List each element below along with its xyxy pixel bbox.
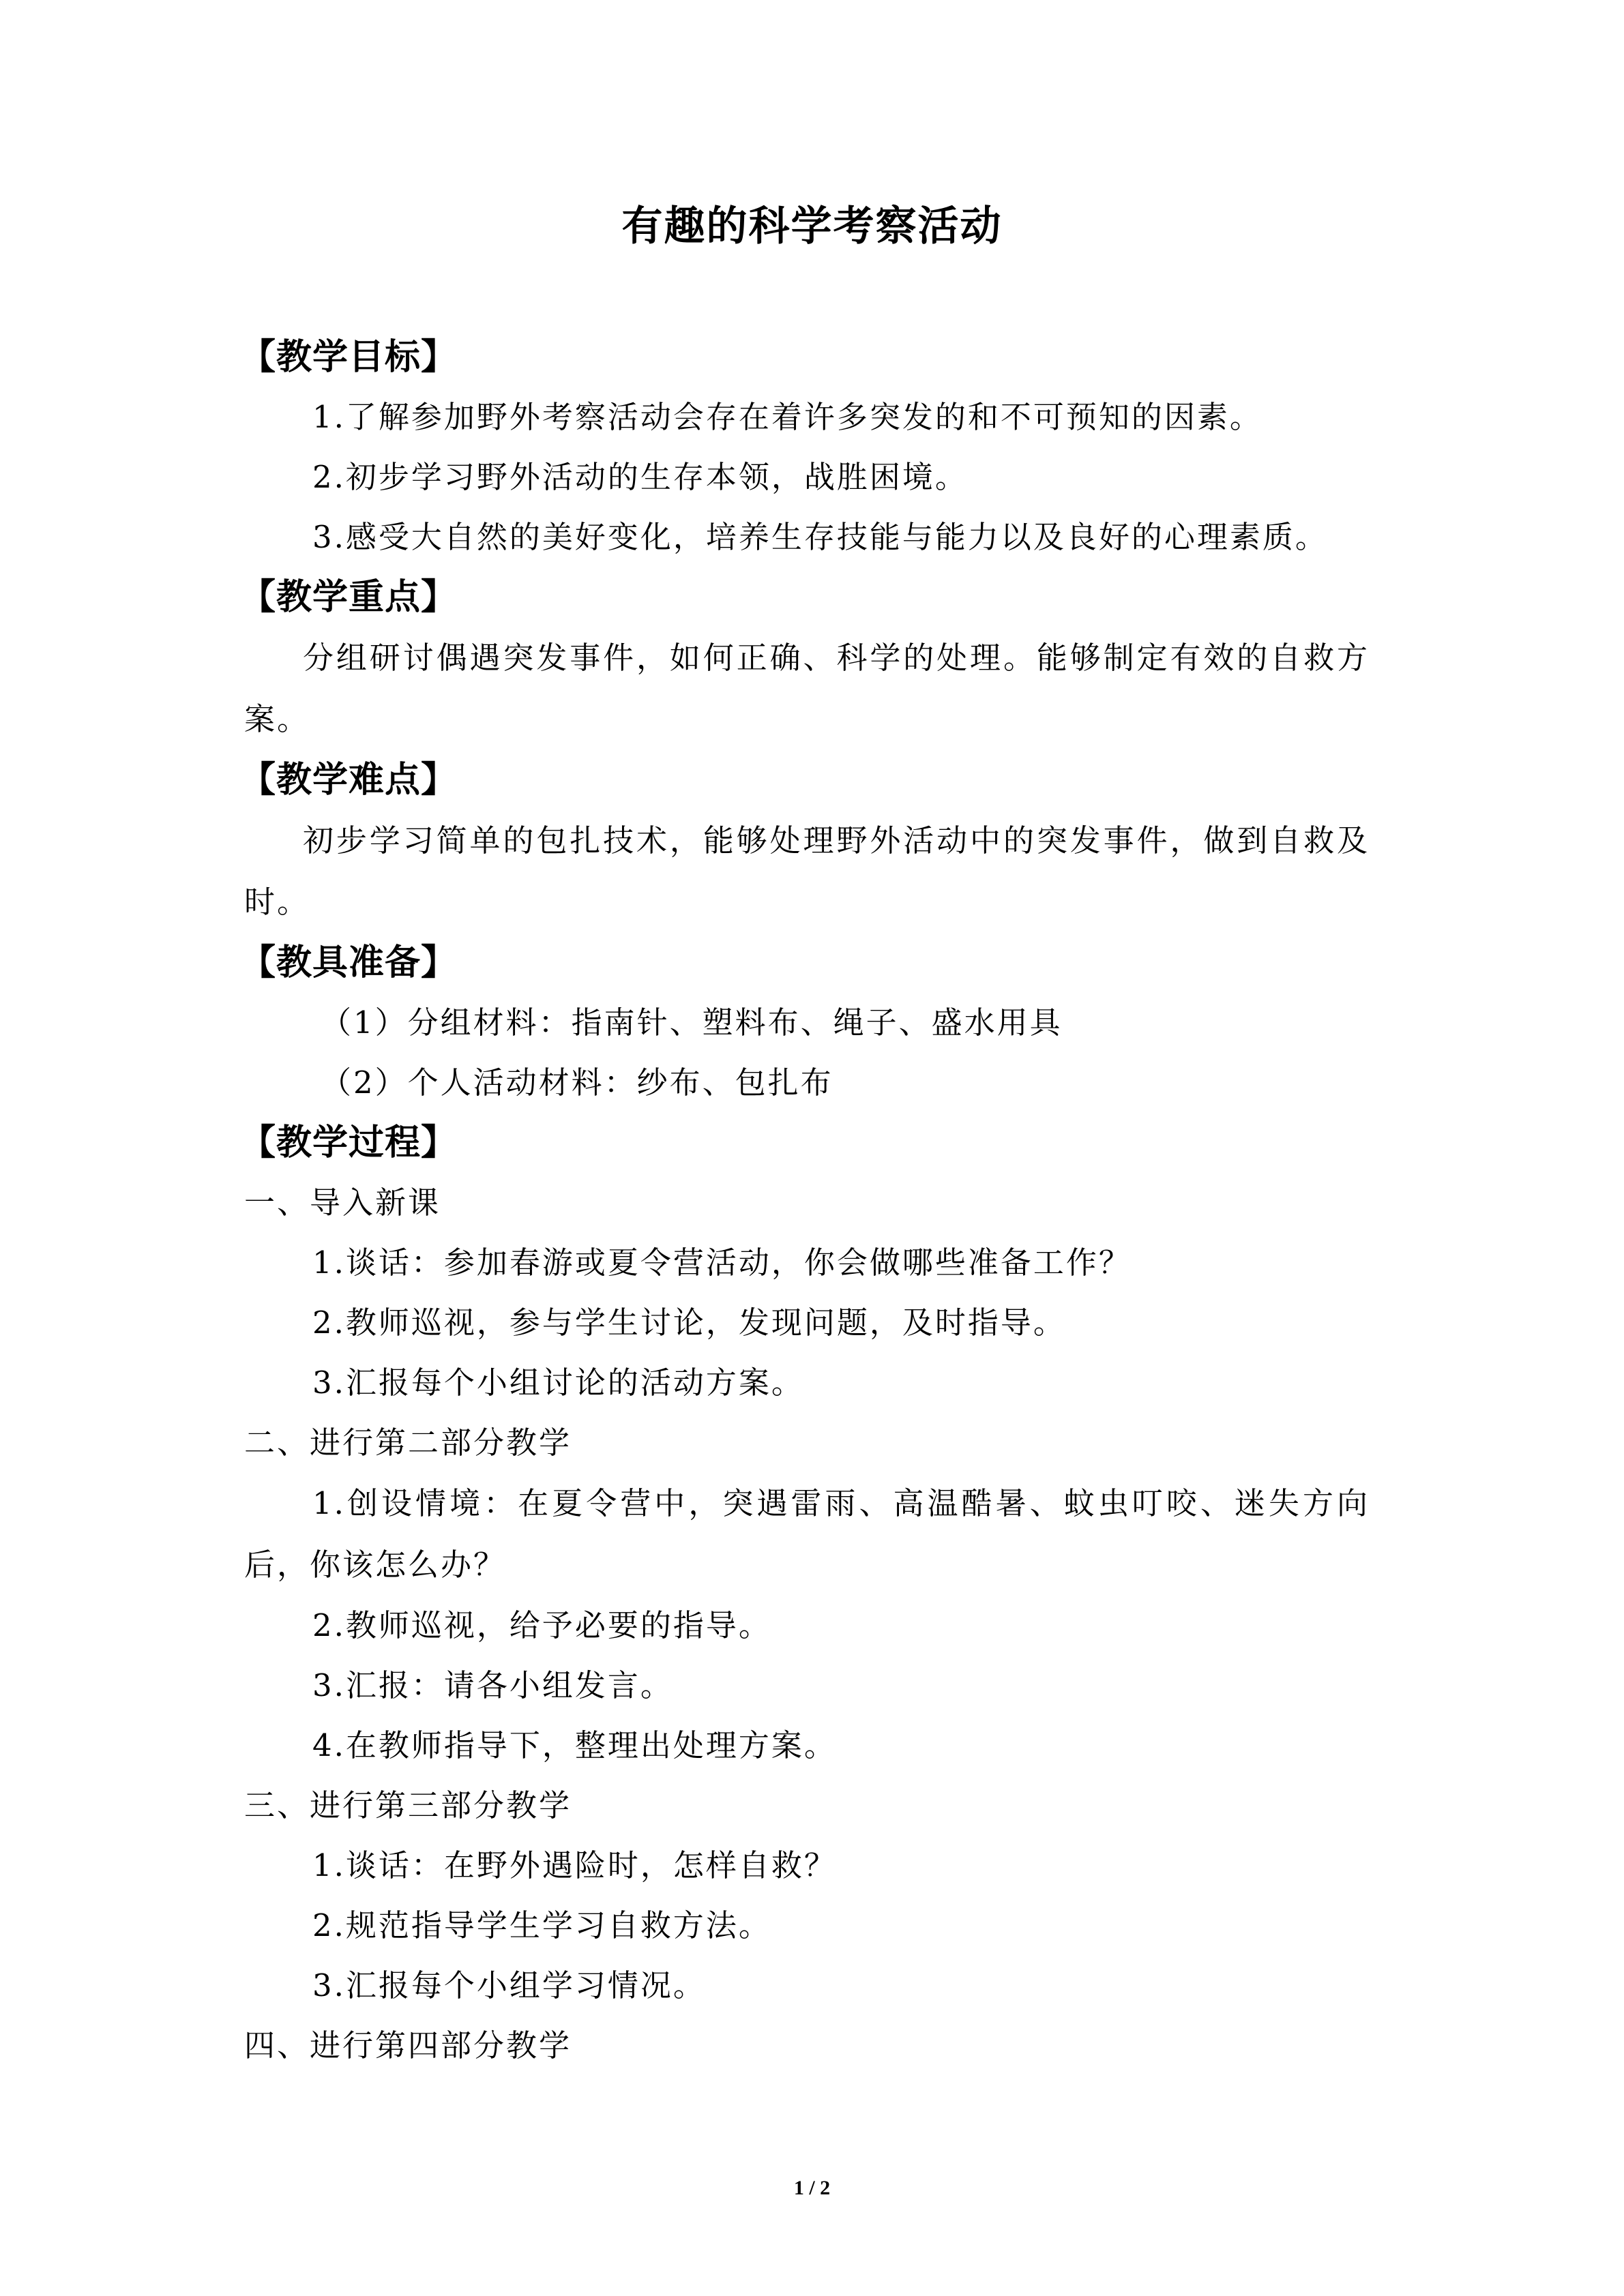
section-title: 四、进行第四部分教学 (244, 2027, 572, 2063)
page-number: 1 / 2 (793, 2177, 831, 2199)
section-item: 4.在教师指导下，整理出处理方案。 (312, 1727, 837, 1763)
objectives-heading: 【教学目标】 (240, 336, 458, 378)
key-points-heading: 【教学重点】 (240, 576, 458, 618)
section-item: 3.汇报每个小组讨论的活动方案。 (312, 1365, 804, 1401)
key-points-text: 分组研讨偶遇突发事件，如何正确、科学的处理。能够制定有效的自救方案。 (244, 640, 1370, 737)
section-item: 3.汇报每个小组学习情况。 (312, 1967, 706, 2003)
section-title: 一、导入新课 (244, 1184, 441, 1221)
objective-item: 1.了解参加野外考察活动会存在着许多突发的和不可预知的因素。 (312, 399, 1263, 435)
section-item: 1.创设情境：在夏令营中，突遇雷雨、高温酷暑、蚊虫叮咬、迷失方向后，你该怎么办？ (244, 1485, 1370, 1583)
document-body (240, 327, 1370, 2076)
section-item: 3.汇报：请各小组发言。 (312, 1667, 673, 1703)
material-item: （1）分组材料：指南针、塑料布、绳子、盛水用具 (321, 1004, 1063, 1041)
objective-item: 2.初步学习野外活动的生存本领，战胜困境。 (312, 459, 968, 495)
section-item: 2.教师巡视，参与学生讨论，发现问题，及时指导。 (312, 1304, 1066, 1341)
section-title: 三、进行第三部分教学 (244, 1787, 572, 1823)
materials-heading: 【教具准备】 (240, 942, 458, 983)
section-item: 2.教师巡视，给予必要的指导。 (312, 1607, 771, 1643)
process-heading: 【教学过程】 (240, 1122, 458, 1163)
difficulties-heading: 【教学难点】 (240, 759, 458, 801)
section-title: 二、进行第二部分教学 (244, 1425, 572, 1461)
material-item: （2）个人活动材料：纱布、包扎布 (321, 1064, 833, 1101)
section-item: 1.谈话：参加春游或夏令营活动，你会做哪些准备工作？ (312, 1244, 1132, 1281)
document-title: 有趣的科学考察活动 (621, 203, 1003, 250)
objective-item: 3.感受大自然的美好变化，培养生存技能与能力以及良好的心理素质。 (312, 519, 1328, 555)
difficulties-text: 初步学习简单的包扎技术，能够处理野外活动中的突发事件，做到自救及时。 (244, 822, 1370, 920)
section-item: 1.谈话：在野外遇险时，怎样自救？ (312, 1847, 837, 1883)
section-item: 2.规范指导学生学习自救方法。 (312, 1907, 771, 1943)
